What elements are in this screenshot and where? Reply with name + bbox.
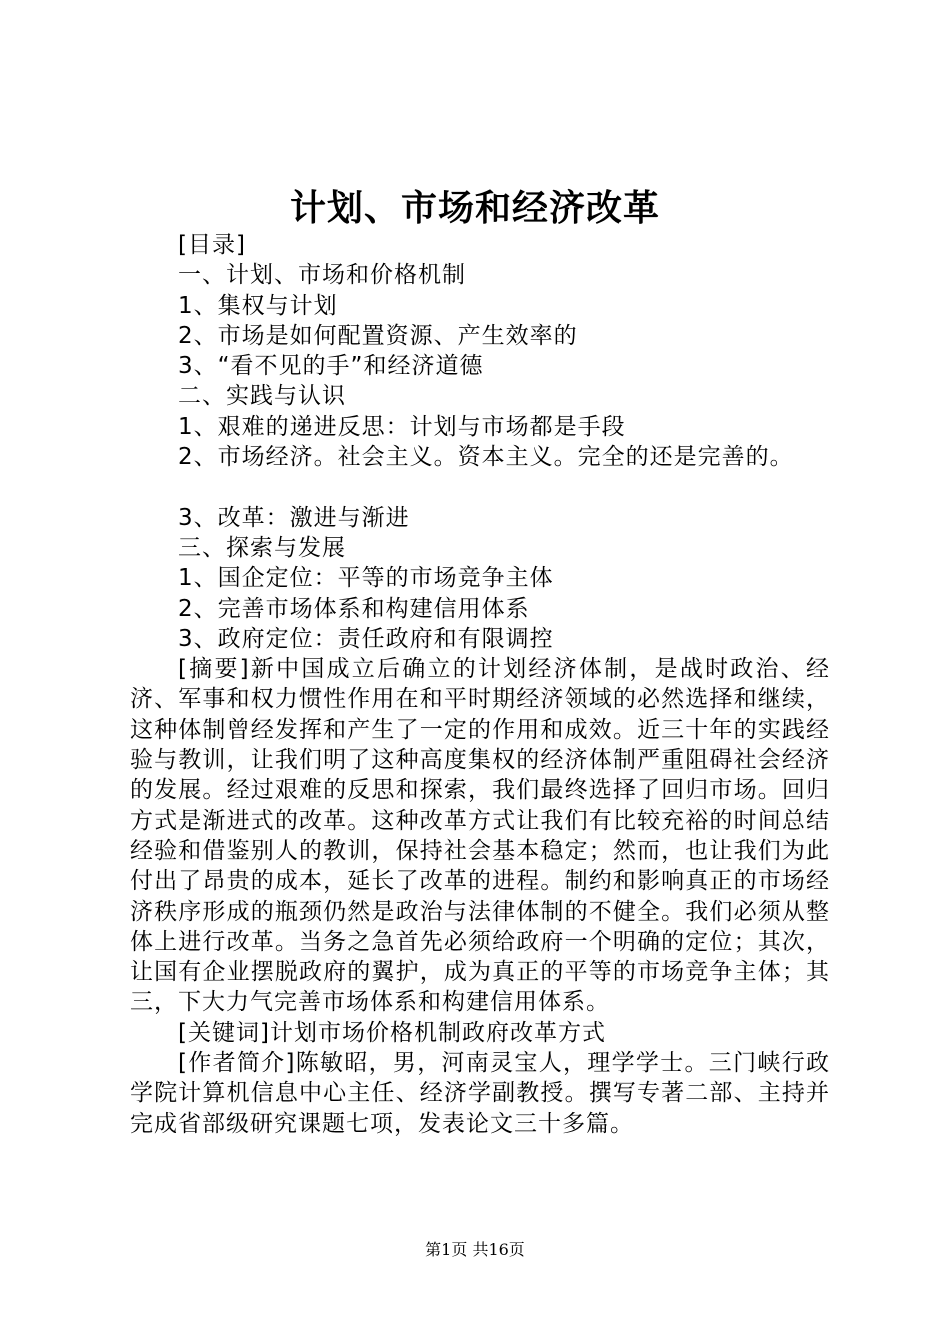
toc-section-1: 一、计划、市场和价格机制: [178, 262, 466, 289]
toc-item: 1、艰难的递进反思：计划与市场都是手段: [178, 413, 626, 440]
toc-item: 2、完善市场体系和构建信用体系: [178, 595, 530, 622]
keywords-paragraph: [关键词]计划市场价格机制政府改革方式: [178, 1019, 606, 1046]
toc-item: 2、市场是如何配置资源、产生效率的: [178, 322, 578, 349]
author-bio-paragraph: [作者简介]陈敏昭，男，河南灵宝人，理学学士。三门峡行政学院计算机信息中心主任、经济学副教授。撰写专著二部、主持并完成省部级研究课题七项，发表论文三十多篇。: [130, 1050, 830, 1137]
abstract-paragraph: [摘要]新中国成立后确立的计划经济体制，是战时政治、经济、军事和权力惯性作用在和平时期经济领域的必然选择和继续，这种体制曾经发挥和产生了一定的作用和成效。近三十年的实践经验与教训，让我们明了这种高度集权的经济体制严重阻碍社会经济的发展。经过艰难的反思和探索，我们最终选择了回归市场。回归方式是渐进式的改革。这种改革方式让我们有比较充裕的时间总结经验和借鉴别人的教训，保持社会基本稳定；然而，也让我们为此付出了昂贵的成本，延长了改革的进程。制约和影响真正的市场经济秩序形成的瓶颈仍然是政治与法律体制的不健全。我们必须从整体上进行改革。当务之急首先必须给政府一个明确的定位；其次，让国有企业摆脱政府的翼护，成为真正的平等的市场竞争主体；其三，下大力气完善市场体系和构建信用体系。: [130, 656, 830, 1016]
toc-section-2: 二、实践与认识: [178, 383, 346, 410]
page-number: 第1页 共16页: [425, 1240, 525, 1259]
toc-heading: [目录]: [178, 232, 246, 258]
toc-item: 3、政府定位：责任政府和有限调控: [178, 625, 554, 652]
toc-section-3: 三、探索与发展: [178, 534, 346, 561]
toc-item: 3、改革：激进与渐进: [178, 504, 410, 531]
document-title: 计划、市场和经济改革: [289, 187, 660, 229]
toc-item: 1、国企定位：平等的市场竞争主体: [178, 565, 554, 592]
toc-item: 2、市场经济。社会主义。资本主义。完全的还是完善的。: [178, 444, 794, 471]
document-body: [130, 230, 830, 1139]
blank-line: [130, 472, 830, 502]
toc-item: 1、集权与计划: [178, 292, 338, 319]
toc-item: 3、“看不见的手”和经济道德: [178, 353, 484, 380]
